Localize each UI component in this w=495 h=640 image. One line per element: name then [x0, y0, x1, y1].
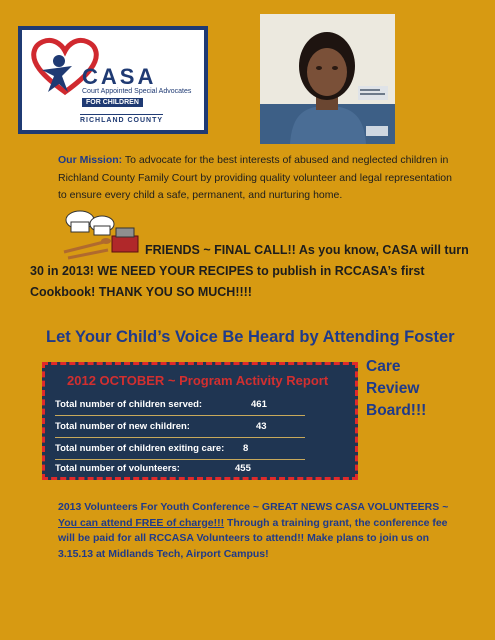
cookbook-notice: FRIENDS ~ FINAL CALL!! As you know, CASA will turn 30 in 2013! WE NEED YOUR RECIPES to publish in RCCASA’s first Cookbook! THANK YOU SO MUCH!!!!: [30, 243, 469, 299]
conference-free-highlight: You can attend FREE of charge!!!: [58, 516, 225, 529]
conference-intro: 2013 Volunteers For Youth Conference ~ GREAT NEWS CASA VOLUNTEERS ~: [58, 501, 449, 513]
report-row-label: Total number of volunteers:: [55, 463, 180, 474]
casa-logo: [18, 26, 208, 134]
foster-care-headline-cont: Care Review Board!!!: [366, 358, 427, 419]
logo-county: RICHLAND COUNTY: [80, 114, 163, 124]
activity-report-box: [42, 362, 358, 480]
report-divider: [55, 415, 305, 416]
report-row-value: 455: [235, 463, 251, 474]
child-figure-icon: [38, 54, 76, 94]
logo-brand: CASA: [82, 64, 157, 89]
logo-tagline: Court Appointed Special Advocates: [82, 88, 192, 95]
mission-text: To advocate for the best interests of abused and neglected children in Richland County Family Court by providing quality volunteer and legal representation to ensure every child a safe, permanent, and nurturing home.: [58, 154, 452, 201]
child-poster-image: [260, 14, 395, 144]
report-row-value: 8: [243, 443, 249, 454]
report-divider: [55, 437, 305, 438]
conference-details: Through a training grant, the conference fee will be paid for all RCCASA Volunteers to attend!! Make plans to join us on 3.15.13 at Midlands Tech, Airport Campus!: [58, 516, 448, 560]
report-row-label: Total number of new children:: [55, 421, 190, 432]
report-title: 2012 OCTOBER ~ Program Activity Report: [67, 373, 329, 388]
conference-announcement: [58, 500, 466, 562]
logo-for-children: FOR CHILDREN: [82, 98, 143, 107]
foster-care-headline: Let Your Child’s Voice Be Heard by Attending Foster: [46, 328, 455, 346]
report-row-value: 461: [251, 399, 267, 410]
report-row-value: 43: [256, 421, 267, 432]
mission-label: Our Mission:: [58, 154, 123, 166]
report-divider: [55, 459, 305, 460]
report-row-label: Total number of children served:: [55, 399, 203, 410]
mission-statement: [58, 152, 458, 205]
report-row-label: Total number of children exiting care:: [55, 443, 225, 454]
